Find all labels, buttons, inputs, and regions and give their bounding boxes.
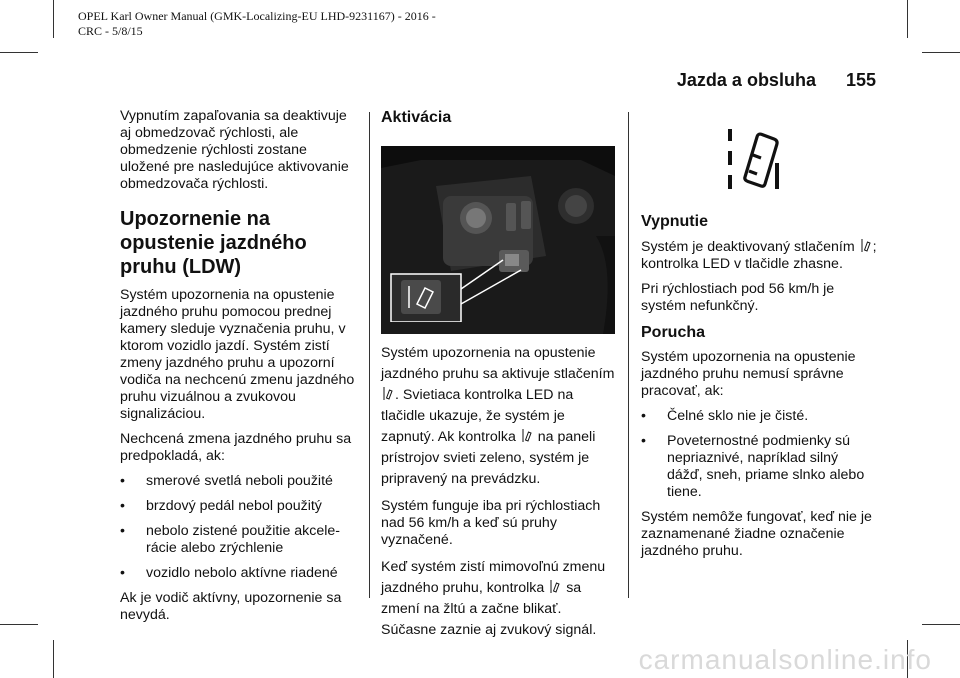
paragraph	[641, 238, 877, 273]
list-item	[120, 523, 358, 557]
section-heading: Vypnutie	[641, 213, 708, 230]
bullet: •	[641, 433, 646, 449]
column-1	[120, 108, 358, 632]
heading-line: opustenie jazdného	[120, 232, 307, 254]
column-separator	[369, 112, 370, 598]
paragraph	[381, 343, 617, 490]
list-item	[120, 498, 358, 515]
crop-mark	[53, 640, 54, 678]
section-heading: Aktivácia	[381, 109, 452, 126]
list-item-text: vozidlo nebolo aktívne riadené	[146, 565, 338, 581]
section-heading	[120, 207, 358, 279]
column-3	[641, 212, 877, 568]
page-number: 155	[845, 70, 876, 90]
section-title: Jazda a obsluha	[676, 70, 816, 90]
paragraph: Ak je vodič aktívny, upozornenie sa nevydá.	[120, 590, 342, 623]
list-item	[641, 408, 877, 425]
heading-line: pruhu (LDW)	[120, 256, 242, 278]
paragraph: Systém nemôže fungovať, keď nie je zaznamenané žiadne označenie jazdného pruhu.	[641, 509, 872, 559]
paragraph	[381, 557, 617, 641]
bullet: •	[120, 523, 125, 539]
list-item-text: Čelné sklo nie je čisté.	[667, 408, 809, 424]
meta-line: OPEL Karl Owner Manual (GMK-Localizing-EU LHD-9231167) - 2016 -	[78, 9, 436, 23]
lane-departure-icon	[727, 127, 783, 193]
crop-mark	[53, 0, 54, 38]
text-run: sa zmení na žltú a začne blikať. Súčasne zaznie aj zvukový signál.	[381, 580, 597, 638]
list-item-text: brzdový pedál nebol použitý	[146, 498, 322, 514]
section-heading: Porucha	[641, 324, 706, 341]
paragraph: Systém funguje iba pri rýchlostiach nad 56 km/h a keď sú pruhy vyznačené.	[381, 498, 601, 548]
bullet: •	[120, 498, 125, 514]
column-separator	[628, 112, 629, 598]
column-2-text	[381, 343, 617, 649]
list-item-text: smerové svetlá neboli použité	[146, 473, 333, 489]
paragraph: Systém upozornenia na opustenie jazdného pruhu pomocou prednej kamery sleduje vyznačenia pruhu, v ktorom vozidlo jazdí. Systém zistí zmeny jazdného pruhu a upozorní vodiča na nechcenú zmenu jazdného pruhu vizuálnou a zvukovou signalizáciou.	[120, 287, 355, 422]
text-run: Systém upozornenia na opustenie jazdného pruhu sa aktivuje stlačením	[381, 345, 615, 382]
text-run: Keď systém zistí mimovoľnú zmenu jazdného pruhu, kontrolka	[381, 559, 606, 596]
text-run: . Svietiaca kontrolka LED na tlačidle ukazuje, že systém je zapnutý. Ak kontrolka	[381, 387, 574, 445]
running-header	[677, 70, 876, 91]
dashboard-button-illustration	[381, 146, 615, 334]
list-item	[641, 433, 877, 501]
crop-mark	[922, 624, 960, 625]
list-item-text: nebolo zistené použitie akcelerácie alebo zrýchlenie	[146, 523, 341, 556]
paragraph: Systém upozornenia na opustenie jazdného pruhu nemusí správne pracovať, ak:	[641, 349, 856, 399]
text-run: Systém je deaktivovaný stlačením	[641, 239, 855, 255]
list-item	[120, 473, 358, 490]
meta-line: CRC - 5/8/15	[78, 24, 143, 38]
bullet: •	[120, 473, 125, 489]
bullet: •	[120, 565, 125, 581]
crop-mark	[0, 52, 38, 53]
paragraph: Nechcená zmena jazdného pruhu sa predpokladá, ak:	[120, 431, 352, 464]
paragraph: Pri rýchlostiach pod 56 km/h je systém nefunkčný.	[641, 281, 835, 314]
lane-departure-icon	[383, 386, 393, 401]
document-meta	[78, 9, 436, 39]
list-item-text: Poveternostné podmienky sú nepriaznivé, napríklad silný dážď, sneh, priame slnko alebo tiene.	[667, 433, 865, 500]
column-2	[381, 108, 617, 128]
watermark: carmanualsonline.info	[638, 644, 932, 675]
bullet: •	[641, 408, 646, 424]
lane-departure-icon	[522, 428, 532, 443]
heading-line: Upozornenie na	[120, 208, 271, 230]
intro-paragraph: Vypnutím zapaľovania sa deaktivuje aj obmedzovač rýchlosti, ale obmedzenie rýchlosti zostane uložené pre nasledujúce aktivovanie obmedzovača rýchlosti.	[120, 108, 349, 192]
text-run: na paneli prístrojov svieti zeleno, systém je pripravený na prevádzku.	[381, 429, 596, 487]
crop-mark	[0, 624, 38, 625]
list-item	[120, 565, 358, 582]
crop-mark	[907, 0, 908, 38]
crop-mark	[922, 52, 960, 53]
lane-departure-icon	[550, 579, 560, 594]
text-run: ; kontrolka LED v tlačidle zhasne.	[641, 239, 877, 272]
lane-departure-icon	[861, 238, 871, 253]
